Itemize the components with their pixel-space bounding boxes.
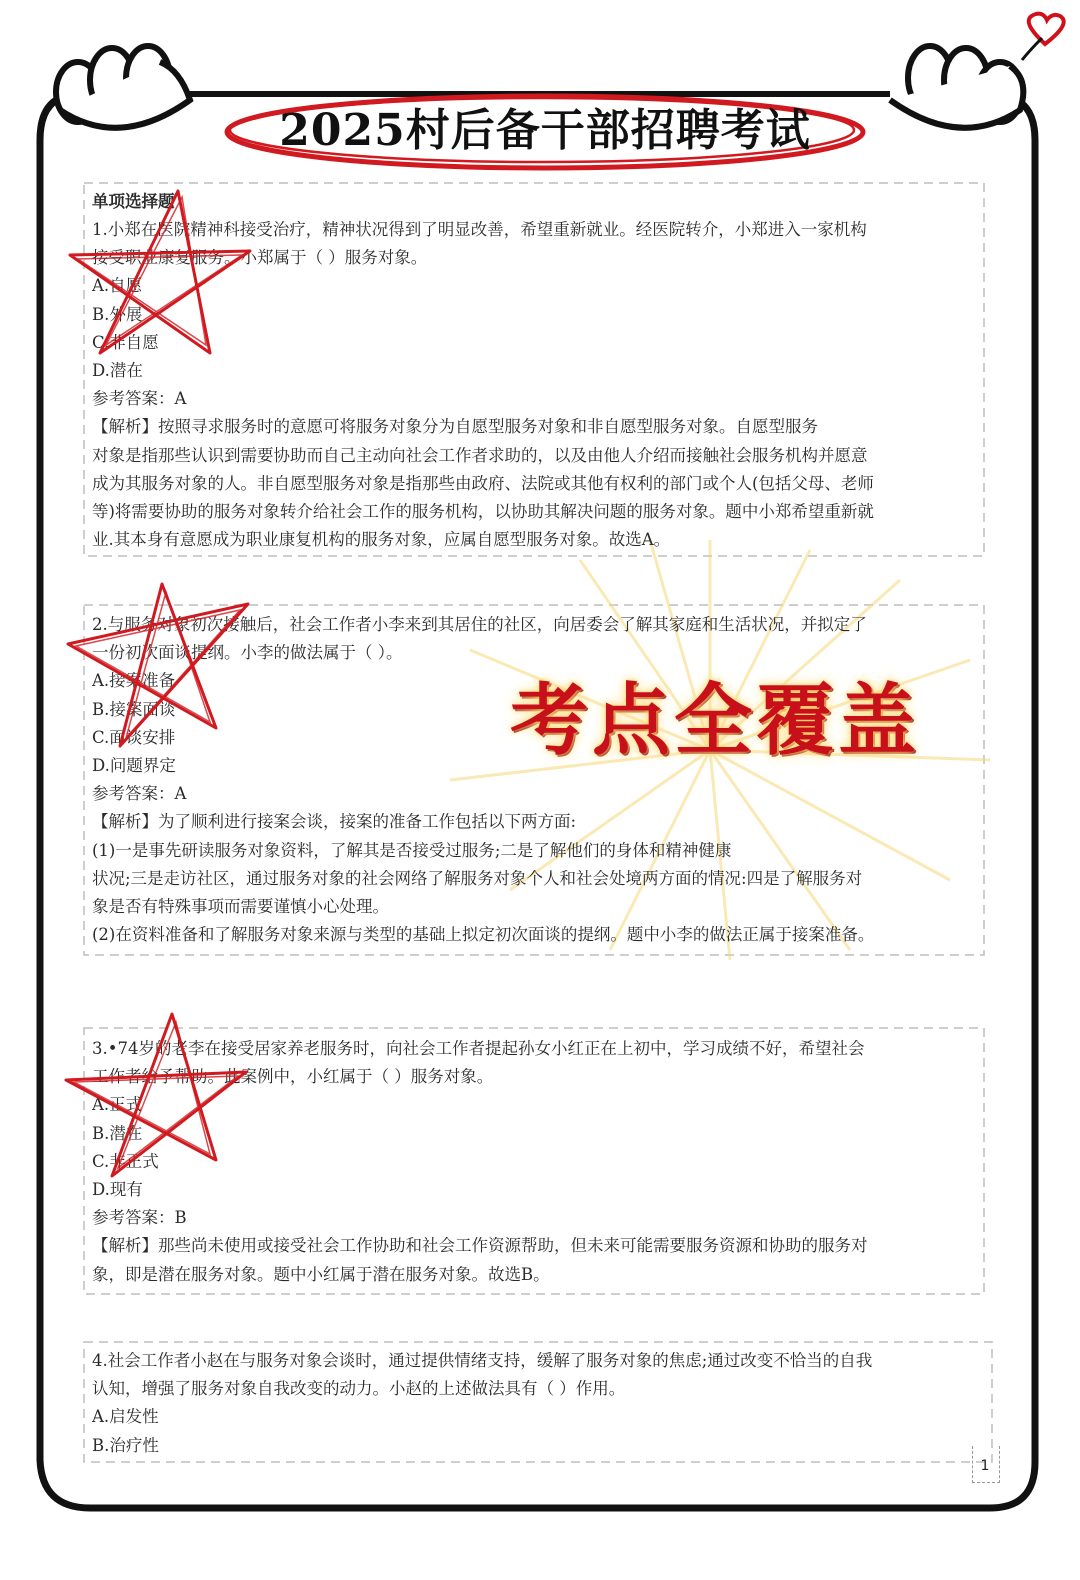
option-d: D.潜在	[92, 361, 143, 381]
option-b: B.外展	[92, 304, 143, 324]
option-c: C.非自愿	[92, 332, 159, 352]
question-stem-line: 工作者给予帮助。此案例中，小红属于（ ）服务对象。	[92, 1067, 494, 1087]
question-stem-line: 认知，增强了服务对象自我改变的动力。小赵的上述做法具有（ ）作用。	[92, 1379, 626, 1399]
reference-answer: 参考答案：A	[92, 784, 187, 804]
reference-answer: 参考答案：B	[92, 1208, 187, 1228]
option-a: A.接案准备	[92, 671, 176, 691]
analysis-line: 【解析】那些尚未使用或接受社会工作协助和社会工作资源帮助，但未来可能需要服务资源和协助的服务对	[92, 1236, 868, 1256]
analysis-line: 等)将需要协助的服务对象转介给社会工作的服务机构，以协助其解决问题的服务对象。题中小郑希望重新就	[92, 502, 874, 522]
question-4	[92, 1347, 987, 1460]
section-heading	[92, 188, 987, 216]
heart-icon	[1029, 14, 1064, 44]
analysis-line: (2)在资料准备和了解服务对象来源与类型的基础上拟定初次面谈的提纲。题中小李的做法正属于接案准备。	[92, 925, 875, 945]
page-title: 2025村后备干部招聘考试	[279, 105, 811, 156]
option-c: C.非正式	[92, 1151, 159, 1171]
option-a: A.正式	[92, 1095, 143, 1115]
question-stem-line: 1.小郑在医院精神科接受治疗，精神状况得到了明显改善，希望重新就业。经医院转介，小郑进入一家机构	[92, 220, 867, 239]
analysis-line: (1)一是事先研读服务对象资料，了解其是否接受过服务;二是了解他们的身体和精神健康	[92, 840, 732, 860]
option-c: C.面谈安排	[92, 727, 176, 747]
option-b: B.治疗性	[92, 1435, 159, 1455]
question-stem-line: 3.•74岁的老李在接受居家养老服务时，向社会工作者提起孙女小红正在上初中，学习成绩不好，希望社会	[92, 1039, 865, 1058]
analysis-line: 【解析】按照寻求服务时的意愿可将服务对象分为自愿型服务对象和非自愿型服务对象。自愿型服务	[92, 417, 818, 437]
analysis-line: 象是否有特殊事项而需要谨慎小心处理。	[92, 897, 389, 917]
option-d: D.问题界定	[92, 756, 176, 776]
highlight-stamp	[470, 640, 960, 800]
section-heading-text: 单项选择题	[92, 192, 175, 211]
analysis-line: 对象是指那些认识到需要协助而自己主动向社会工作者求助的，以及由他人介绍而接触社会服务机构并愿意	[92, 445, 868, 465]
option-b: B.潜在	[92, 1123, 143, 1143]
question-1	[92, 216, 987, 554]
question-stem-line: 一份初次面谈提纲。小李的做法属于（ ）。	[92, 643, 403, 663]
page-number: 1	[980, 1458, 990, 1474]
stamp-text: 考点全覆盖	[509, 675, 920, 766]
option-d: D.现有	[92, 1180, 143, 1200]
option-a: A.自愿	[92, 276, 143, 296]
right-paw-doodle	[890, 46, 1023, 128]
analysis-line: 状况;三是走访社区，通过服务对象的社会网络了解服务对象个人和社会处境两方面的情况:四是了解服务对	[92, 868, 863, 888]
question-stem-line: 接受职业康复服务。小郑属于（ ）服务对象。	[92, 248, 428, 268]
reference-answer: 参考答案：A	[92, 389, 187, 409]
left-paw-doodle	[56, 46, 190, 128]
question-stem-line: 2.与服务对象初次接触后，社会工作者小李来到其居住的社区，向居委会了解其家庭和生活状况，并拟定了	[92, 615, 867, 634]
analysis-line: 【解析】为了顺利进行接案会谈，接案的准备工作包括以下两方面:	[92, 812, 577, 832]
analysis-line: 成为其服务对象的人。非自愿型服务对象是指那些由政府、法院或其他有权利的部门或个人(包括父母、老师	[92, 473, 874, 493]
analysis-line: 象，即是潜在服务对象。题中小红属于潜在服务对象。故选B。	[92, 1264, 550, 1284]
question-stem-line: 4.社会工作者小赵在与服务对象会谈时，通过提供情绪支持，缓解了服务对象的焦虑;通过改变不恰当的自我	[92, 1351, 873, 1370]
question-3	[92, 1035, 987, 1289]
title-banner	[220, 88, 870, 174]
analysis-line: 业.其本身有意愿成为职业康复机构的服务对象，应属自愿型服务对象。故选A。	[92, 530, 671, 550]
option-a: A.启发性	[92, 1407, 159, 1427]
option-b: B.接案面谈	[92, 699, 176, 719]
